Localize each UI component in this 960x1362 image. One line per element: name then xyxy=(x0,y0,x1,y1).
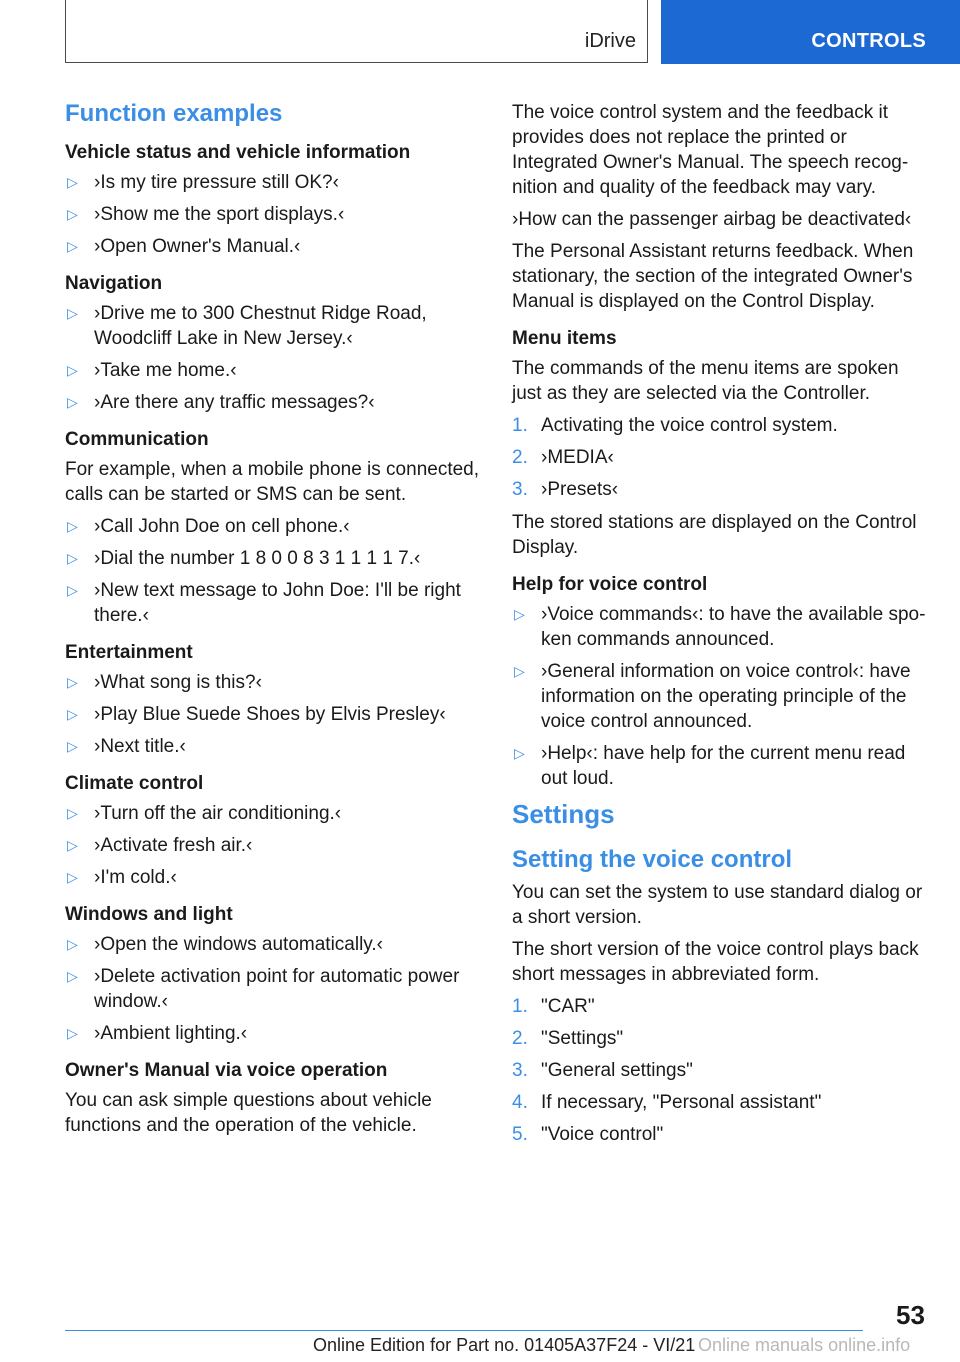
list-item: ▷ ›Open the windows automatically.‹ xyxy=(67,934,383,955)
triangle-bullet-icon: ▷ xyxy=(67,305,78,321)
list-item: ▷ ›Turn off the air conditioning.‹ xyxy=(67,803,342,824)
triangle-bullet-icon: ▷ xyxy=(67,238,78,254)
list-item: ▷ ›Open Owner's Manual.‹ xyxy=(67,236,301,257)
triangle-bullet-icon: ▷ xyxy=(67,674,78,690)
climate-list xyxy=(65,801,485,890)
list-item: 1. "CAR" xyxy=(512,996,595,1017)
communication-text: For example, when a mobile phone is connected, calls can be started or SMS can be sent. xyxy=(65,459,480,505)
left-column xyxy=(65,100,485,1145)
menu-text: The commands of the menu items are spoken just as they are selected via the Controller. xyxy=(512,358,899,404)
list-item: ▷ ›Show me the sport displays.‹ xyxy=(67,204,345,225)
footer-divider xyxy=(65,1330,863,1331)
triangle-bullet-icon: ▷ xyxy=(67,174,78,190)
list-item: 3. ›Presets‹ xyxy=(512,479,619,500)
footer-edition: Online Edition for Part no. 01405A37F24 - VI/21 xyxy=(313,1335,696,1355)
triangle-bullet-icon: ▷ xyxy=(67,206,78,222)
page-number: 53 xyxy=(896,1300,925,1330)
triangle-bullet-icon: ▷ xyxy=(514,663,525,679)
list-item: ▷ ›Play Blue Suede Shoes by Elvis Presley‹ xyxy=(67,704,446,725)
list-item: 2. ›MEDIA‹ xyxy=(512,447,614,468)
step-number: 1. xyxy=(512,996,528,1017)
settings-text-2: The short version of the voice control plays back short messages in abbreviated form. xyxy=(512,939,919,985)
chapter-tab: CONTROLS xyxy=(661,0,960,64)
triangle-bullet-icon: ▷ xyxy=(67,550,78,566)
entertainment-list xyxy=(65,670,485,759)
settings-text-1: You can set the system to use standard dialog or a short version. xyxy=(512,882,923,928)
list-item: ▷ ›Next title.‹ xyxy=(67,736,186,757)
help-list xyxy=(512,602,932,791)
list-item: ▷ ›Is my tire pressure still OK?‹ xyxy=(67,172,339,193)
windows-list xyxy=(65,932,485,1046)
triangle-bullet-icon: ▷ xyxy=(514,606,525,622)
communication-list xyxy=(65,514,485,628)
vehicle-list xyxy=(65,170,485,259)
list-item: ▷ ›Drive me to 300 Chestnut Ridge Road, Woodcliff Lake in New Jersey.‹ xyxy=(67,303,427,349)
entertainment-heading: Entertainment xyxy=(65,642,193,663)
list-item: ▷ ›General information on voice control‹: have information on the operating principle of the voice control announced. xyxy=(514,661,911,732)
triangle-bullet-icon: ▷ xyxy=(67,362,78,378)
footer-watermark: Online manuals online.info xyxy=(698,1335,911,1355)
list-item: 4. If necessary, "Personal assistant" xyxy=(512,1092,822,1113)
triangle-bullet-icon: ▷ xyxy=(67,805,78,821)
navigation-list xyxy=(65,301,485,415)
step-number: 3. xyxy=(512,1060,528,1081)
triangle-bullet-icon: ▷ xyxy=(67,518,78,534)
triangle-bullet-icon: ▷ xyxy=(67,1025,78,1041)
triangle-bullet-icon: ▷ xyxy=(67,738,78,754)
navigation-heading: Navigation xyxy=(65,273,163,294)
section-title: iDrive xyxy=(584,30,636,52)
settings-title: Settings xyxy=(512,799,615,829)
settings-steps xyxy=(512,994,932,1147)
list-item: ▷ ›Help‹: have help for the current menu read out loud. xyxy=(514,743,906,789)
step-number: 5. xyxy=(512,1124,528,1145)
list-item: ▷ ›Call John Doe on cell phone.‹ xyxy=(67,516,350,537)
function-examples-title: Function examples xyxy=(65,100,283,127)
vehicle-heading: Vehicle status and vehicle information xyxy=(65,142,411,163)
list-item: ▷ ›Are there any traffic messages?‹ xyxy=(67,392,375,413)
example-text: ›How can the passenger airbag be deactivated‹ xyxy=(512,209,912,230)
list-item: ▷ ›I'm cold.‹ xyxy=(67,867,177,888)
communication-heading: Communication xyxy=(65,429,209,450)
list-item: ▷ ›Delete activation point for automatic power window.‹ xyxy=(67,966,460,1012)
list-item: ▷ ›Dial the number 1 8 0 0 8 3 1 1 1 1 7.‹ xyxy=(67,548,421,569)
triangle-bullet-icon: ▷ xyxy=(67,869,78,885)
menu-after-text: The stored stations are displayed on the Control Display. xyxy=(512,512,917,558)
header-frame xyxy=(65,0,648,63)
step-number: 1. xyxy=(512,415,528,436)
response-text: The Personal Assistant returns feedback. When stationary, the section of the integrated Owner's Manual is displayed on the Control Display. xyxy=(512,241,914,312)
help-heading: Help for voice control xyxy=(512,574,708,595)
intro-text: The voice control system and the feedback it provides does not replace the printed or Integrated Owner's Manual. The speech recog‐nition and quality of the feedback may vary. xyxy=(512,102,909,198)
manual-text: You can ask simple questions about vehicle functions and the operation of the vehicle. xyxy=(65,1090,432,1136)
triangle-bullet-icon: ▷ xyxy=(67,968,78,984)
step-number: 4. xyxy=(512,1092,528,1113)
menu-steps xyxy=(512,413,932,502)
manual-heading: Owner's Manual via voice operation xyxy=(65,1060,388,1081)
list-item: 3. "General settings" xyxy=(512,1060,693,1081)
step-number: 2. xyxy=(512,1028,528,1049)
triangle-bullet-icon: ▷ xyxy=(67,936,78,952)
list-item: 2. "Settings" xyxy=(512,1028,624,1049)
list-item: ▷ ›Take me home.‹ xyxy=(67,360,237,381)
triangle-bullet-icon: ▷ xyxy=(67,706,78,722)
triangle-bullet-icon: ▷ xyxy=(67,837,78,853)
step-number: 3. xyxy=(512,479,528,500)
list-item: ▷ ›Voice commands‹: to have the available spo‐ken commands announced. xyxy=(514,604,926,650)
list-item: 1. Activating the voice control system. xyxy=(512,415,838,436)
right-column xyxy=(512,100,932,1155)
step-number: 2. xyxy=(512,447,528,468)
settings-subtitle: Setting the voice control xyxy=(512,846,793,873)
triangle-bullet-icon: ▷ xyxy=(67,394,78,410)
list-item: ▷ ›Ambient lighting.‹ xyxy=(67,1023,248,1044)
list-item: ▷ ›What song is this?‹ xyxy=(67,672,262,693)
triangle-bullet-icon: ▷ xyxy=(67,582,78,598)
menu-heading: Menu items xyxy=(512,328,617,349)
windows-heading: Windows and light xyxy=(65,904,233,925)
list-item: ▷ ›Activate fresh air.‹ xyxy=(67,835,253,856)
climate-heading: Climate control xyxy=(65,773,204,794)
list-item: ▷ ›New text message to John Doe: I'll be right there.‹ xyxy=(67,580,461,626)
list-item: 5. "Voice control" xyxy=(512,1124,664,1145)
triangle-bullet-icon: ▷ xyxy=(514,745,525,761)
